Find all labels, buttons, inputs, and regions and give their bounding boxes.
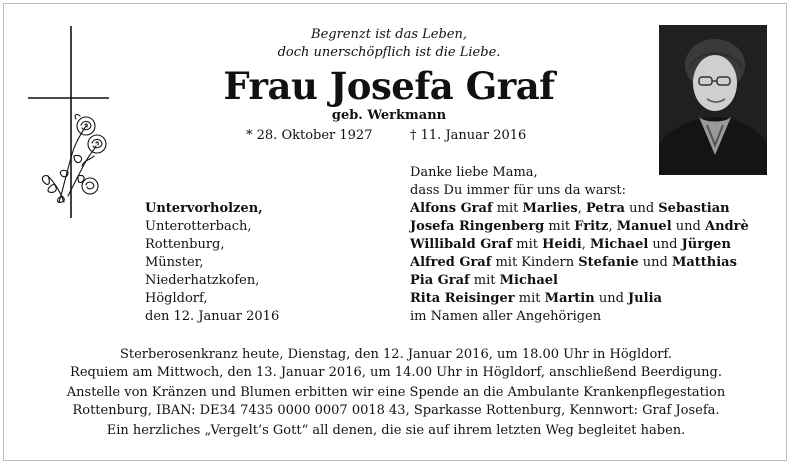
place-line: Niederhatzkofen,: [145, 273, 260, 288]
donation-notice-line-1: Anstelle von Kränzen und Blumen erbitten wir eine Spende an die Ambulante Krankenpflegestation: [66, 385, 726, 400]
family-line: [410, 200, 749, 218]
family-connector: und: [624, 201, 659, 216]
family-connector: ,: [577, 201, 586, 216]
family-member-name: Matthias: [671, 255, 737, 270]
family-connector: und: [594, 291, 629, 306]
obituary-notice: [3, 3, 787, 461]
places-list: [145, 200, 279, 326]
family-members: [410, 200, 749, 326]
family-member-name: Jürgen: [681, 237, 731, 252]
family-connector: und: [638, 255, 672, 270]
family-connector: mit: [512, 237, 543, 252]
place-line: Münster,: [145, 255, 204, 270]
verse-line-1: Begrenzt ist das Leben,: [311, 27, 467, 42]
family-connector: und: [648, 237, 682, 252]
family-line: [410, 272, 749, 290]
family-member-name: Rita Reisinger: [410, 291, 515, 306]
birth-date: * 28. Oktober 1927: [246, 128, 373, 143]
family-connector: im Namen aller Angehörigen: [410, 309, 602, 324]
family-connector: mit: [544, 219, 575, 234]
family-connector: und: [671, 219, 705, 234]
family-member-name: Pia Graf: [410, 273, 470, 288]
family-member-name: Manuel: [616, 219, 672, 234]
family-member-name: Michael: [589, 237, 649, 252]
requiem-notice: Requiem am Mittwoch, den 13. Januar 2016, um 14.00 Uhr in Högldorf, anschließend Beerdigung.: [70, 365, 722, 380]
family-connector: ,: [581, 237, 590, 252]
family-line: [410, 308, 749, 326]
family-connector: mit: [514, 291, 545, 306]
family-connector: mit: [469, 273, 500, 288]
place-line: Rottenburg,: [145, 237, 225, 252]
family-member-name: Sebastian: [658, 201, 730, 216]
rosary-notice: Sterberosenkranz heute, Dienstag, den 12. Januar 2016, um 18.00 Uhr in Högldorf.: [119, 347, 672, 362]
family-member-name: Josefa Ringenberg: [410, 219, 545, 234]
place-line: Högldorf,: [145, 291, 208, 306]
family-member-name: Marlies: [522, 201, 578, 216]
family-member-name: Alfred Graf: [410, 255, 492, 270]
portrait-illustration: [659, 25, 767, 175]
place-date: den 12. Januar 2016: [145, 309, 280, 324]
family-line: [410, 236, 749, 254]
cross-with-roses-icon: [24, 26, 114, 222]
family-connector: mit Kindern: [491, 255, 579, 270]
family-member-name: Heidi: [542, 237, 582, 252]
place-line: Unterotterbach,: [145, 219, 252, 234]
family-connector: ,: [608, 219, 617, 234]
deceased-name: Frau Josefa Graf: [223, 64, 555, 108]
family-member-name: Alfons Graf: [410, 201, 493, 216]
verse-line-2: doch unerschöpflich ist die Liebe.: [277, 45, 501, 60]
death-date: † 11. Januar 2016: [410, 128, 527, 143]
family-connector: mit: [492, 201, 523, 216]
thanks-line-2: dass Du immer für uns da warst:: [410, 183, 626, 198]
family-member-name: Martin: [544, 291, 595, 306]
gratitude-notice: Ein herzliches „Vergelt’s Gott“ all denen, die sie auf ihrem letzten Weg begleitet haben.: [106, 423, 686, 438]
family-line: [410, 218, 749, 236]
maiden-name: geb. Werkmann: [331, 108, 447, 123]
family-member-name: Petra: [585, 201, 625, 216]
family-member-name: Willibald Graf: [410, 237, 513, 252]
place-line: Untervorholzen,: [145, 201, 263, 216]
donation-notice-line-2: Rottenburg, IBAN: DE34 7435 0000 0007 0018 43, Sparkasse Rottenburg, Kennwort: Graf Josefa.: [72, 403, 720, 418]
family-member-name: Andrè: [704, 219, 749, 234]
thanks-line-1: Danke liebe Mama,: [410, 165, 538, 180]
family-line: [410, 290, 749, 308]
family-member-name: Stefanie: [578, 255, 639, 270]
family-block: [410, 164, 749, 326]
family-member-name: Julia: [628, 291, 662, 306]
family-line: [410, 254, 749, 272]
portrait-photo: [659, 25, 767, 175]
family-member-name: Michael: [499, 273, 558, 288]
family-member-name: Fritz: [574, 219, 609, 234]
